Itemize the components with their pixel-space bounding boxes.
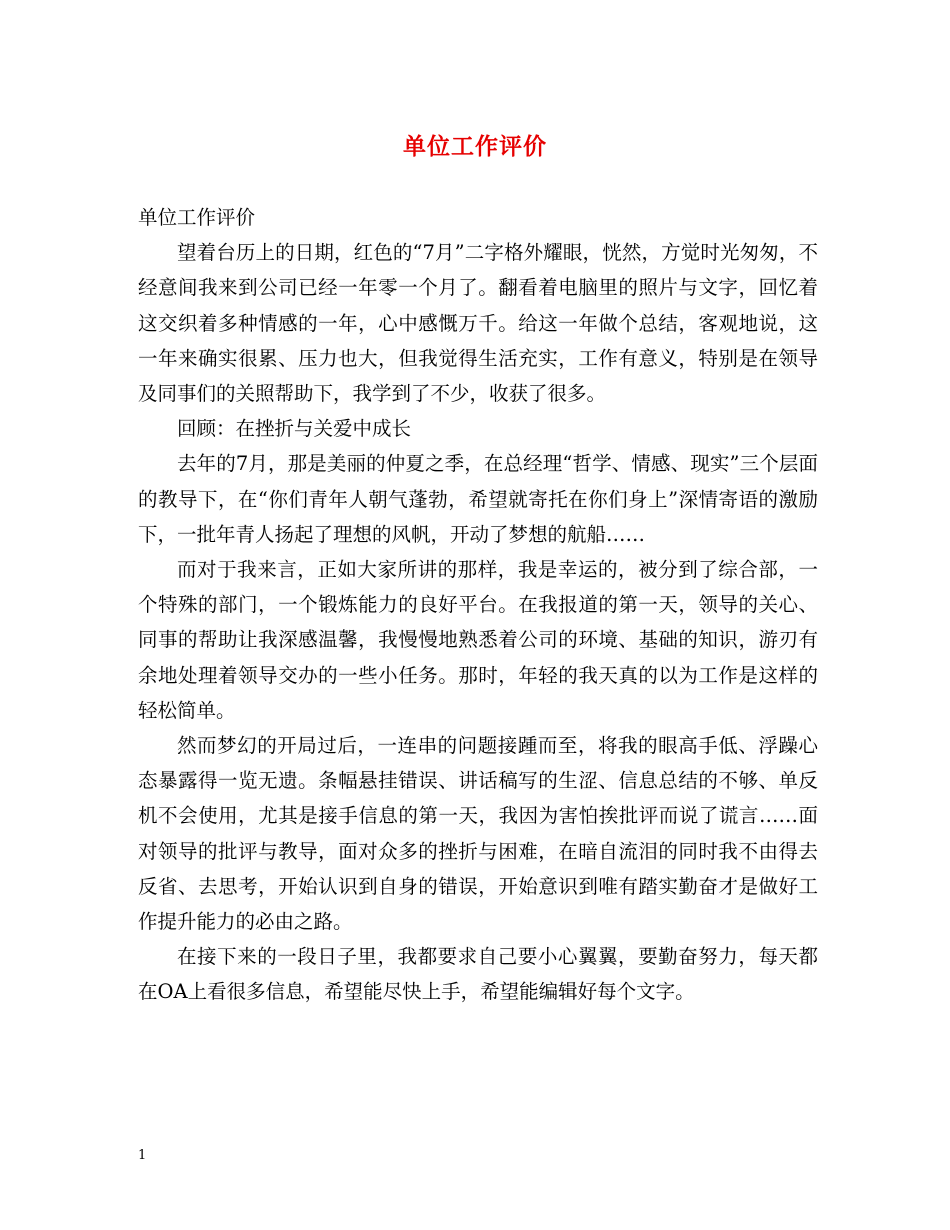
paragraph: 望着台历上的日期，红色的“7月”二字格外耀眼，恍然，方觉时光匆匆，不经意间我来到公司已经一年零一个月了。翻看着电脑里的照片与文字，回忆着这交织着多种情感的一年，心中感慨万千。给这一年做个总结，客观地说，这一年来确实很累、压力也大，但我觉得生活充实，工作有意义，特别是在领导及同事们的关照帮助下，我学到了不少，收获了很多。 [138,241,818,406]
page-number: 1 [138,1148,147,1163]
document-body [138,200,818,1010]
paragraph-heading: 单位工作评价 [138,206,256,229]
paragraph: 而对于我来言，正如大家所讲的那样，我是幸运的，被分到了综合部，一个特殊的部门，一个锻炼能力的良好平台。在我报道的第一天，领导的关心、同事的帮助让我深感温馨，我慢慢地熟悉着公司的环境、基础的知识，游刃有余地处理着领导交办的一些小任务。那时，年轻的我天真的以为工作是这样的轻松简单。 [138,558,818,722]
paragraph: 去年的7月，那是美丽的仲夏之季，在总经理“哲学、情感、现实”三个层面的教导下，在“你们青年人朝气蓬勃，希望就寄托在你们身上”深情寄语的激励下，一批年青人扬起了理想的风帆，开动了梦想的航船…… [138,452,818,546]
paragraph: 然而梦幻的开局过后，一连串的问题接踵而至，将我的眼高手低、浮躁心态暴露得一览无遗。条幅悬挂错误、讲话稿写的生涩、信息总结的不够、单反机不会使用，尤其是接手信息的第一天，我因为害怕挨批评而说了谎言……面对领导的批评与教导，面对众多的挫折与困难，在暗自流泪的同时我不由得去反省、去思考，开始认识到自身的错误，开始意识到唯有踏实勤奋才是做好工作提升能力的必由之路。 [138,734,818,934]
document-title: 单位工作评价 [403,133,547,160]
section-heading: 回顾：在挫折与关爱中成长 [177,417,412,441]
paragraph: 在接下来的一段日子里，我都要求自己要小心翼翼，要勤奋努力，每天都在OA上看很多信息，希望能尽快上手，希望能编辑好每个文字。 [138,945,818,1004]
